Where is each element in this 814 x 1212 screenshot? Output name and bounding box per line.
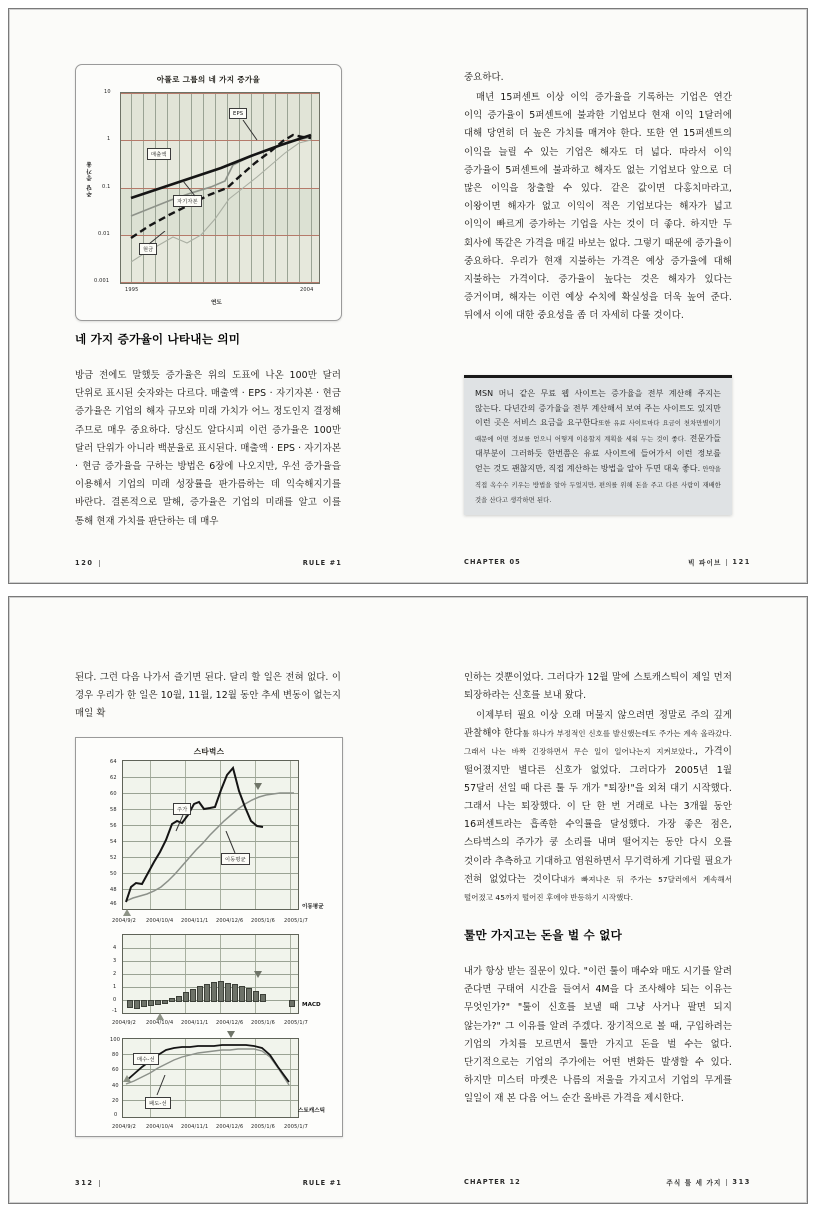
stoch-sell-marker bbox=[227, 1031, 235, 1038]
x-axis-title: 연도 bbox=[211, 300, 222, 306]
macd-y-tick-0: 0 bbox=[113, 997, 117, 1003]
inset-text-1: MSN 머니 같은 무료 웹 사이트는 증가율을 전부 계산해 주지는 않는다. 다년간의 증가율을 전부 계산해서 보여 주는 사이트도 있지만 이런 곳은 서비스 요금을 요구한다 bbox=[475, 389, 721, 428]
price-y-tick-46: 46 bbox=[110, 901, 117, 907]
stoch-y-tick-20: 20 bbox=[112, 1098, 119, 1104]
stoch-y-tick-60: 60 bbox=[112, 1067, 119, 1073]
price-y-tick-50: 50 bbox=[110, 871, 117, 877]
stoch-x-tick-2: 2004/11/1 bbox=[181, 1124, 209, 1130]
macd-y-tick-3: 3 bbox=[113, 958, 117, 964]
footer-page-313 bbox=[408, 1177, 807, 1187]
macd-x-tick-1: 2004/10/4 bbox=[146, 1020, 174, 1026]
stoch-x-tick-4: 2005/1/6 bbox=[251, 1124, 276, 1130]
body-paragraph-top: 된다. 그런 다음 나가서 즐기면 된다. 달리 할 일은 전혀 없다. 이 경우 우리가 한 일은 10월, 11월, 12월 동안 추세 변동이 없는지 매일 확 bbox=[75, 672, 341, 720]
stoch-y-tick-0: 0 bbox=[114, 1112, 118, 1118]
footer-page-120 bbox=[9, 559, 408, 567]
plot-area bbox=[120, 92, 320, 284]
footer-rule: RULE #1 bbox=[302, 1179, 342, 1187]
macd-x-tick-5: 2005/1/7 bbox=[284, 1020, 309, 1026]
spread-bottom bbox=[9, 597, 807, 1203]
stoch-x-tick-3: 2004/12/6 bbox=[216, 1124, 244, 1130]
y-axis-title: 주당 증가율 bbox=[87, 161, 93, 197]
price-y-tick-52: 52 bbox=[110, 855, 117, 861]
page-number: 313 bbox=[732, 1178, 751, 1186]
x-tick-1995: 1995 bbox=[125, 287, 139, 293]
page-312 bbox=[9, 597, 408, 1203]
figure-title: 스타벅스 bbox=[193, 747, 225, 756]
price-panel bbox=[122, 760, 299, 910]
body-paragraph: 방금 전에도 말했듯 증가율은 위의 도표에 나온 100만 달러 단위로 표시된 숫자와는 다르다. 매출액 · EPS · 자기자본 · 현금 증가율은 기업의 해자 규모와 미래 가치가 어느 정도인지 결정해 주므로 매우 중요하다. 당신도 알다시피 이런 증가율은 100만 달러 단위가 아니라 백분율로 표시된다. 매출액 · EPS · 자기자본 · 현금 증가율을 구하는 방법은 6장에 나오지만, 우선 증가율을 이용해서 기업의 미래 성장률을 판가름하는 데 익숙해지기를 바란다. 결론적으로 말해, 증가율은 기업의 미래를 알고 이를 통해 현재 가치를 판단하는 데 매우 bbox=[75, 370, 341, 527]
page-120 bbox=[9, 9, 408, 583]
y-tick-10: 10 bbox=[104, 89, 111, 95]
macd-panel-right-label: MACD bbox=[302, 1002, 321, 1008]
footer-divider bbox=[726, 1179, 727, 1186]
price-x-tick-5: 2005/1/7 bbox=[284, 918, 309, 924]
section-heading: 툴만 가지고는 돈을 벌 수 없다 bbox=[464, 928, 622, 942]
page-number: 120 bbox=[75, 559, 94, 567]
stoch-x-tick-0: 2004/9/2 bbox=[112, 1124, 137, 1130]
price-y-tick-60: 60 bbox=[110, 791, 117, 797]
callout-equity: 자기자본 bbox=[173, 195, 202, 207]
section-heading: 네 가지 증가율이 나타내는 의미 bbox=[75, 332, 241, 346]
y-tick-0.001: 0.001 bbox=[94, 278, 110, 284]
macd-y-tick--1: -1 bbox=[112, 1008, 118, 1014]
body-paragraph-main bbox=[464, 707, 732, 907]
inset-text-small-1: 또한 유료 사이트마다 요금이 천차만별이기 때문에 어떤 정보를 얻으니 어떻게 이용할지 계획을 세워 두는 것이 좋다. bbox=[475, 420, 721, 443]
price-x-tick-4: 2005/1/6 bbox=[251, 918, 276, 924]
macd-panel bbox=[122, 934, 299, 1014]
callout-sell-line: 패도-선 bbox=[145, 1097, 171, 1109]
price-panel-right-label: 이동평균 bbox=[302, 904, 324, 910]
footer-divider bbox=[726, 559, 727, 566]
callout-revenue: 매출액 bbox=[147, 148, 171, 160]
macd-sell-marker bbox=[254, 971, 262, 978]
figure-apollo-growth-rates bbox=[75, 64, 342, 321]
price-y-tick-56: 56 bbox=[110, 823, 117, 829]
paragraph-part-1: 이제부터 필요 이상 오래 머물지 않으려면 정말로 주의 깊게 관찰해야 한다 bbox=[464, 710, 732, 740]
footer-rule: RULE #1 bbox=[302, 559, 342, 567]
price-x-tick-1: 2004/10/4 bbox=[146, 918, 174, 924]
footer-page-121 bbox=[408, 557, 807, 567]
inline-footnote-2: 내가 빠져나온 뒤 주가는 57달러에서 계속해서 떨어졌고 45까지 떨어진 후에야 반등하기 시작했다. bbox=[464, 874, 732, 903]
macd-x-tick-2: 2004/11/1 bbox=[181, 1020, 209, 1026]
callout-price: 주가 bbox=[173, 803, 191, 815]
stoch-y-tick-40: 40 bbox=[112, 1083, 119, 1089]
body-paragraph-main: 매년 15퍼센트 이상 이익 증가율을 기록하는 기업은 연간 이익 증가율이 5퍼센트에 불과한 기업보다 현재 이익 1달러에 대해 당연히 더 높은 가치를 매겨야 한다. 또한 연 15퍼센트의 이익을 늘릴 수 있는 기업은 해자도 더 넓다. 따라서 이익 증가율이 5퍼센트에 불과하고 해자도 없는 기업보다 앞으로 더 많은 이익을 창출할 수 있다. 같은 값이면 다홍치마라고, 이왕이면 해자가 없고 이익이 적은 기업보다는 해자가 넓고 이익이 빠르게 증가하는 기업을 사는 것이 더 좋다. 하지만 두 회사에 똑같은 가격을 매길 바보는 없다. 그렇기 때문에 증가율이 중요하다. 우리가 현재 지불하는 가격은 예상 증가율에 대해 지불하는 가격이다. 증가율이 높다는 것은 해자가 있다는 증거이며, 해자는 이런 예상 수치에 확실성을 더욱 높여 준다. 뒤에서 이에 대한 중요성을 좀 더 자세히 다룰 것이다. bbox=[464, 92, 732, 322]
page-number: 312 bbox=[75, 1179, 94, 1187]
price-lines bbox=[123, 761, 298, 909]
price-x-tick-2: 2004/11/1 bbox=[181, 918, 209, 924]
stoch-y-tick-80: 80 bbox=[112, 1052, 119, 1058]
footer-title: 빅 파이브 bbox=[688, 559, 722, 567]
stoch-x-tick-5: 2005/1/7 bbox=[284, 1124, 309, 1130]
footer-chapter: CHAPTER 05 bbox=[464, 558, 521, 566]
callout-cash: 현금 bbox=[139, 243, 157, 255]
price-y-tick-54: 54 bbox=[110, 839, 117, 845]
spread-top bbox=[9, 9, 807, 583]
macd-y-tick-1: 1 bbox=[113, 984, 117, 990]
page-121 bbox=[408, 9, 807, 583]
stochastic-panel bbox=[122, 1038, 299, 1118]
footer-title: 주식 툴 세 가지 bbox=[666, 1179, 722, 1187]
y-tick-0.1: 0.1 bbox=[102, 184, 111, 190]
stoch-x-tick-1: 2004/10/4 bbox=[146, 1124, 174, 1130]
body-paragraph-lead: 중요하다. bbox=[464, 72, 504, 83]
paragraph-part-2: , 가격이 떨어졌지만 별다른 신호가 없었다. 그러다가 2005년 1월 57달러 선일 때 다른 툴 두 개가 "퇴장!"을 외쳐 대기 시작했다. 그래서 나는 퇴장했다. 이 단 한 번 거래로 나는 3개월 동안 16퍼센트라는 흡족한 수익률을 달성했다. 가장 좋은 점은, 스타벅스의 주가가 쿵 소리를 내며 떨어지는 동안 다시 오를 것이라 추측하고 기대하고 염원하면서 무기력하게 기다릴 필요가 전혀 없었다는 것이다 bbox=[464, 746, 732, 885]
y-tick-0.01: 0.01 bbox=[98, 231, 110, 237]
figure-title: 아폴로 그룹의 네 가지 증가율 bbox=[156, 75, 261, 84]
moving-average-line bbox=[126, 793, 294, 901]
price-y-tick-58: 58 bbox=[110, 807, 117, 813]
callout-eps: EPS bbox=[229, 108, 247, 119]
callout-moving-average: 이동평균 bbox=[221, 853, 250, 865]
body-paragraph-lead: 인하는 것뿐이었다. 그러다가 12월 말에 스토캐스틱이 제일 먼저 퇴장하라는 신호를 보내 왔다. bbox=[464, 672, 732, 702]
price-line bbox=[126, 768, 263, 902]
sell-marker bbox=[254, 783, 262, 790]
buy-marker bbox=[123, 909, 131, 916]
page-313 bbox=[408, 597, 807, 1203]
stoch-buy-marker bbox=[123, 1075, 131, 1082]
callout-buy-line: 매수-선 bbox=[133, 1053, 159, 1065]
inset-text-2: 전문가들 대부분이 그러하듯 한번쯤은 유료 사이트에 들어가서 이런 정보를 얻는 것도 괜찮지만, 직접 계산하는 방법을 알아 두면 대욱 좋다. bbox=[475, 433, 721, 473]
footer-page-312 bbox=[9, 1179, 408, 1187]
stochastic-panel-right-label: 스토캐스틱 bbox=[298, 1108, 326, 1114]
macd-y-tick-2: 2 bbox=[113, 971, 117, 977]
footer-divider bbox=[99, 560, 100, 567]
figure-starbucks bbox=[75, 737, 343, 1137]
price-x-tick-3: 2004/12/6 bbox=[216, 918, 244, 924]
price-y-tick-62: 62 bbox=[110, 775, 117, 781]
stoch-y-tick-100: 100 bbox=[110, 1037, 121, 1043]
sidebar-inset-box bbox=[464, 375, 732, 515]
inline-footnote-1: 툴 하나가 부정적인 신호를 발신했는데도 주가는 계속 올라갔다. 그래서 나는 바짝 긴장하면서 무슨 일이 일어나는지 지켜보았다. bbox=[464, 729, 732, 757]
macd-buy-marker bbox=[156, 1013, 164, 1020]
y-tick-1: 1 bbox=[107, 136, 111, 142]
macd-x-tick-3: 2004/12/6 bbox=[216, 1020, 244, 1026]
price-x-tick-0: 2004/9/2 bbox=[112, 918, 137, 924]
page-number: 121 bbox=[732, 558, 751, 566]
scan-page-spread-top bbox=[8, 8, 808, 584]
price-y-tick-64: 64 bbox=[110, 759, 117, 765]
macd-x-tick-0: 2004/9/2 bbox=[112, 1020, 137, 1026]
macd-y-tick-4: 4 bbox=[113, 945, 117, 951]
x-tick-2004: 2004 bbox=[300, 287, 314, 293]
scan-page-spread-bottom bbox=[8, 596, 808, 1204]
macd-x-tick-4: 2005/1/6 bbox=[251, 1020, 276, 1026]
body-paragraph-after: 내가 항상 받는 질문이 있다. "이런 툴이 매수와 매도 시기를 알려 준다면 구태여 시간을 들여서 4M을 다 조사해야 되는 이유는 무엇인가?" "툴이 신호를 보낼 때 그냥 사거나 팔면 되지 않는가?" 그 이유를 알려 주겠다. 장기적으로 볼 때, 구입하려는 기업의 가치를 모르면서 툴만 가지고 돈을 벌 수는 없다. 단기적으로는 기업의 주가에는 어떤 변화든 발생할 수 있다. 하지만 미스터 마켓은 나름의 저울을 가지고서 기업의 무게를 일일이 재 본 다음 어느 순간 올바른 가격을 제시한다. bbox=[464, 966, 732, 1105]
footer-divider bbox=[99, 1180, 100, 1187]
footer-chapter: CHAPTER 12 bbox=[464, 1178, 521, 1186]
price-y-tick-48: 48 bbox=[110, 887, 117, 893]
inset-text-small-2: 안약을 직접 옥수수 키우는 방법을 알아 두었지만, 편의를 위해 돈을 주고 다른 사람이 재배한 것을 산다고 생각하면 된다. bbox=[475, 465, 721, 505]
